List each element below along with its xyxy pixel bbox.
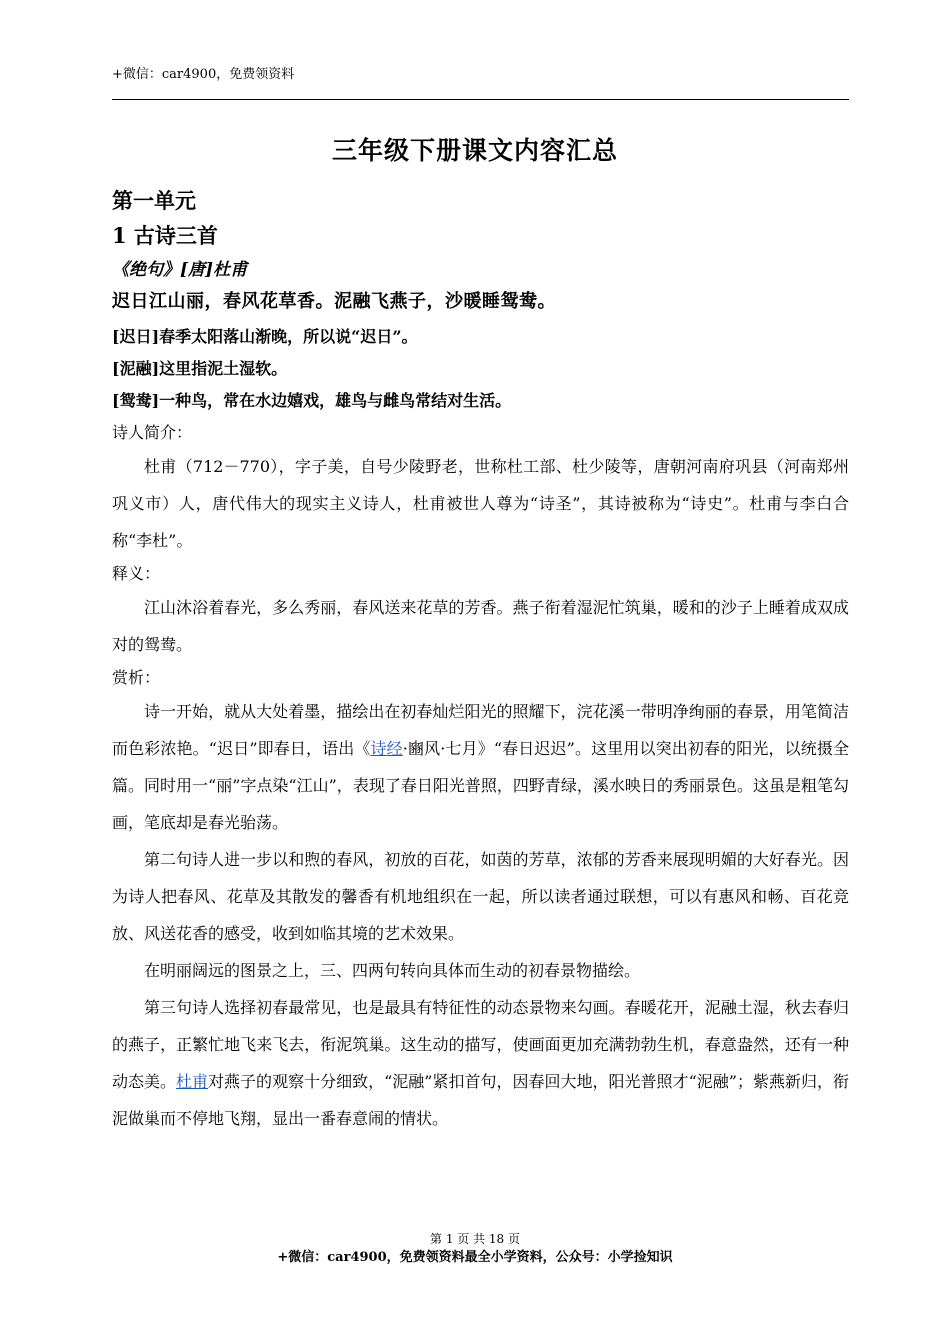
appreciation-paragraph-3: 在明丽阔远的图景之上，三、四两句转向具体而生动的初春景物描绘。 xyxy=(144,961,641,980)
document-title: 三年级下册课文内容汇总 xyxy=(331,136,618,165)
header-divider xyxy=(112,99,849,100)
lesson-heading: 1 古诗三首 xyxy=(112,223,218,248)
dufu-link[interactable]: 杜甫 xyxy=(176,1072,209,1091)
annotation-chiri: [迟日]春季太阳落山渐晚，所以说“迟日”。 xyxy=(112,327,418,346)
poet-intro-text: 杜甫（712－770），字子美，自号少陵野老，世称杜工部、杜少陵等，唐朝河南府巩县（河南郑州巩义市）人，唐代伟大的现实主义诗人，杜甫被世人尊为“诗圣”，其诗被称为“诗史”。杜甫与李白合称“李杜”。 xyxy=(112,457,849,550)
appreciation-paragraph-1 xyxy=(112,693,849,841)
shijing-link[interactable]: 诗经 xyxy=(370,739,403,758)
poem-text: 迟日江山丽，春风花草香。泥融飞燕子，沙暖睡鸳鸯。 xyxy=(112,291,556,312)
annotation-yuanyang: [鸳鸯]一种鸟，常在水边嬉戏，雄鸟与雌鸟常结对生活。 xyxy=(112,391,512,410)
appreciation-p4-text-b: 对燕子的观察十分细致，“泥融”紧扣首句，因春回大地，阳光普照才“泥融”；紫燕新归，衔泥做巢而不停地飞翔，显出一番春意闹的情状。 xyxy=(112,1072,849,1128)
appreciation-p4-text-a: 第三句诗人选择初春最常见，也是最具有特征性的动态景物来勾画。春暖花开，泥融土湿，秋去春归的燕子，正繁忙地飞来飞去，衔泥筑巢。这生动的描写，使画面更加充满勃勃生机，春意盎然，还有一种动态美。 xyxy=(112,998,849,1091)
annotation-nirong: [泥融]这里指泥土湿软。 xyxy=(112,359,288,378)
appreciation-paragraph-2: 第二句诗人进一步以和煦的春风，初放的百花，如茵的芳草，浓郁的芳香来展现明媚的大好春光。因为诗人把春风、花草及其散发的馨香有机地组织在一起，所以读者通过联想，可以有惠风和畅、百花竞放、风送花香的感受，收到如临其境的艺术效果。 xyxy=(112,850,849,943)
appreciation-p1-text-b: ·豳风·七月》“春日迟迟”。这里用以突出初春的阳光，以统摄全篇。同时用一“丽”字点染“江山”，表现了春日阳光普照，四野青绿，溪水映日的秀丽景色。这虽是粗笔勾画，笔底却是春光骀荡。 xyxy=(112,739,849,832)
meaning-label: 释义： xyxy=(112,564,161,583)
poem-title: 《绝句》[唐]杜甫 xyxy=(112,260,248,280)
appreciation-p1-text-a: 诗一开始，就从大处着墨，描绘出在初春灿烂阳光的照耀下，浣花溪一带明净绚丽的春景，用笔简洁而色彩浓艳。“迟日”即春日，语出《 xyxy=(112,702,849,758)
footer-note: +微信：car4900，免费领资料最全小学资料，公众号：小学捡知识 xyxy=(277,1250,673,1265)
meaning-text: 江山沐浴着春光，多么秀丽，春风送来花草的芳香。燕子衔着湿泥忙筑巢，暖和的沙子上睡着成双成对的鸳鸯。 xyxy=(112,598,849,654)
poet-intro-label: 诗人简介： xyxy=(112,423,193,442)
appreciation-paragraph-4 xyxy=(112,989,849,1137)
document-body xyxy=(112,184,849,1137)
page-number: 第 1 页 共 18 页 xyxy=(430,1232,520,1246)
appreciation-label: 赏析： xyxy=(112,668,161,687)
header-note: +微信：car4900，免费领资料 xyxy=(112,67,295,82)
unit-heading: 第一单元 xyxy=(112,188,196,213)
